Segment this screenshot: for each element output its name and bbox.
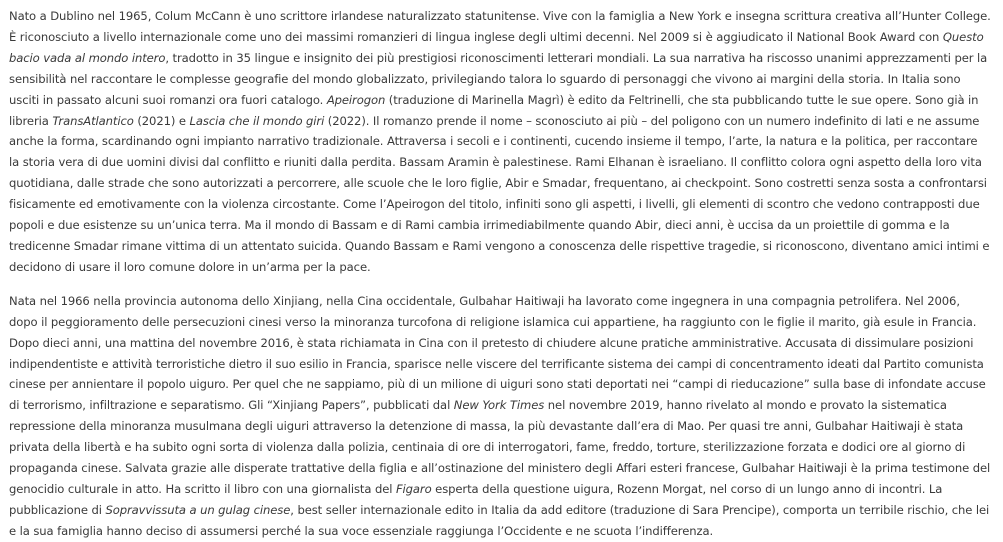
book-title-apeirogon: Apeirogon xyxy=(326,92,386,107)
publication-title-new-york-times: New York Times xyxy=(453,398,545,413)
publication-title-figaro: Figaro xyxy=(395,481,432,496)
bio-text: , tradotto in 35 lingue e insignito dei più prestigiosi riconoscimenti letterari mondiali. La sua narrativa ha riscosso unanimi apprezzamenti per la sensibilità nel raccontare le complesse geografie del mondo globalizzato, privilegiando talora lo sguardo di personaggi che vivono ai margini della storia. In Italia sono usciti in passato alcuni suoi romanzi ora fuori catalogo. xyxy=(9,50,988,107)
bio-paragraph-haitiwaji xyxy=(9,291,991,542)
bio-text: (2021) e xyxy=(133,113,190,128)
bio-text: (2022). Il romanzo prende il nome – sconosciuto ai più – del poligono con un numero indefinito di lati e ne assume anche la forma, scardinando ogni impianto narrativo tradizionale. Attraversa i secoli e i continenti, cucendo insieme il tempo, l’arte, la natura e la politica, per raccontare la storia vera di due uomini divisi dal conflitto e riuniti dalla perdita. Bassam Aramin è palestinese. Rami Elhanan è israeliano. Il conflitto colora ogni aspetto della loro vita quotidiana, dalle strade che sono autorizzati a percorrere, alle scuole che le loro figlie, Abir e Smadar, frequentano, ai checkpoint. Sono costretti senza sosta a confrontarsi fisicamente ed emotivamente con la violenza circostante. Come l’Apeirogon del titolo, infiniti sono gli aspetti, i livelli, gli elementi di scontro che vedono contrapposti due popoli e due esistenze su un’unica terra. Ma il mondo di Bassam e di Rami cambia irrimediabilmente quando Abir, dieci anni, è uccisa da un proiettile di gomma e la tredicenne Smadar rimane vittima di un attentato suicida. Quando Bassam e Rami vengono a conoscenza delle rispettive tragedie, si riconoscono, diventano amici intimi e decidono di usare il loro comune dolore in un’arma per la pace. xyxy=(9,113,990,274)
bio-text: Nato a Dublino nel 1965, Colum McCann è uno scrittore irlandese naturalizzato statunitense. Vive con la famiglia a New York e insegna scrittura creativa all’Hunter College. È riconosciuto a livello internazionale come uno dei massimi romanzieri di lingua inglese degli ultimi decenni. Nel 2009 si è aggiudicato il National Book Award con xyxy=(9,9,991,44)
bio-text: Nata nel 1966 nella provincia autonoma dello Xinjiang, nella Cina occidentale, Gulbahar Haitiwaji ha lavorato come ingegnera in una compagnia petrolifera. Nel 2006, dopo il peggioramento delle persecuzioni cinesi verso la minoranza turcofona di religione islamica cui appartiene, ha raggiunto con le figlie il marito, già esule in Francia. Dopo dieci anni, una mattina del novembre 2016, è stata richiamata in Cina con il pretesto di chiudere alcune pratiche amministrative. Accusata di dissimulare posizioni indipendentiste e attività terroristiche dietro il suo esilio in Francia, sparisce nelle viscere del terrificante sistema dei campi di concentramento ideati dal Partito comunista cinese per annientare il popolo uiguro. Per quel che ne sappiamo, più di un milione di uiguri sono stati deportati nei “campi di rieducazione” sulla base di infondate accuse di terrorismo, infiltrazione e separatismo. Gli “Xinjiang Papers”, pubblicati dal xyxy=(9,293,986,413)
bio-text: (traduzione di Marinella Magrì) è edito da Feltrinelli, che sta pubblicando tutte le sue opere. Sono già in libreria xyxy=(9,92,979,128)
bio-paragraph-mccann xyxy=(9,6,991,278)
bio-text: , best seller internazionale edito in Italia da add editore (traduzione di Sara Prencipe), comporta un terribile rischio, che lei e la sua famiglia hanno deciso di assumersi perché la sua voce essenziale raggiunga l’Occidente e ne scuota l’indifferenza. xyxy=(9,502,990,538)
book-title-lascia-che-il-mondo-giri: Lascia che il mondo giri xyxy=(189,113,325,128)
bio-text: nel novembre 2019, hanno rivelato al mondo e provato la sistematica repressione della minoranza musulmana degli uiguri attraverso la detenzione di massa, la più devastante dall’era di Mao. Per quasi tre anni, Gulbahar Haitiwaji è stata privata della libertà e ha subito ogni sorta di violenza dalla polizia, centinaia di ore di interrogatori, fame, freddo, torture, sterilizzazione forzata e dodici ore al giorno di propaganda cinese. Salvata grazie alle disperate trattative della figlia e all’ostinazione del ministero degli Affari esteri francese, Gulbahar Haitiwaji è la prima testimone del genocidio culturale in atto. Ha scritto il libro con una giornalista del xyxy=(9,398,991,496)
book-title-transatlantico: TransAtlantico xyxy=(52,113,134,128)
book-title-sopravvissuta: Sopravvissuta a un gulag cinese xyxy=(105,502,291,517)
bio-text: esperta della questione uigura, Rozenn Morgat, nel corso di un lungo anno di incontri. La pubblicazione di xyxy=(9,481,943,517)
book-title-questo-bacio: Questo bacio vada al mondo intero xyxy=(9,29,984,65)
